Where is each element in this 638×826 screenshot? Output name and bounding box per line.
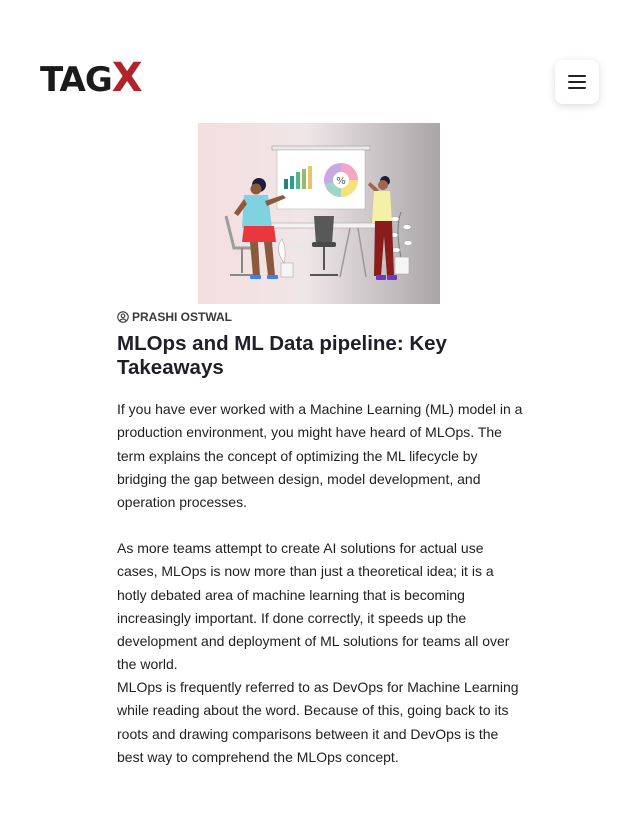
user-circle-icon	[117, 311, 129, 323]
hero-image	[198, 123, 440, 304]
menu-button[interactable]	[555, 60, 599, 104]
article-paragraph-3: MLOps is frequently referred to as DevOps for Machine Learning while reading about the word. Because of this, going back to its roots and drawing comparisons between it and DevOps is the best way to comprehend the MLOps concept.	[117, 679, 519, 765]
logo-text: TAG	[40, 60, 112, 100]
article-paragraph-2: As more teams attempt to create AI solutions for actual use cases, MLOps is now more than just a theoretical idea; it is a hotly debated area of machine learning that is becoming increasingly important. If done correctly, it speeds up the development and deployment of ML solutions for teams all over the world.	[117, 540, 510, 673]
article-paragraph-1: If you have ever worked with a Machine Learning (ML) model in a production environment, you might have heard of MLOps. The term explains the concept of optimizing the ML lifecycle by bridging the gap between design, model development, and operation processes.	[117, 401, 523, 511]
author-name: PRASHI OSTWAL	[132, 310, 233, 324]
tagx-logo[interactable]	[40, 55, 142, 101]
chart-badge: %	[336, 176, 346, 187]
hamburger-menu-icon	[568, 75, 586, 77]
logo-accent: X	[111, 55, 142, 101]
author-line[interactable]	[117, 309, 232, 325]
article-title: MLOps and ML Data pipeline: Key Takeaways	[117, 332, 447, 379]
